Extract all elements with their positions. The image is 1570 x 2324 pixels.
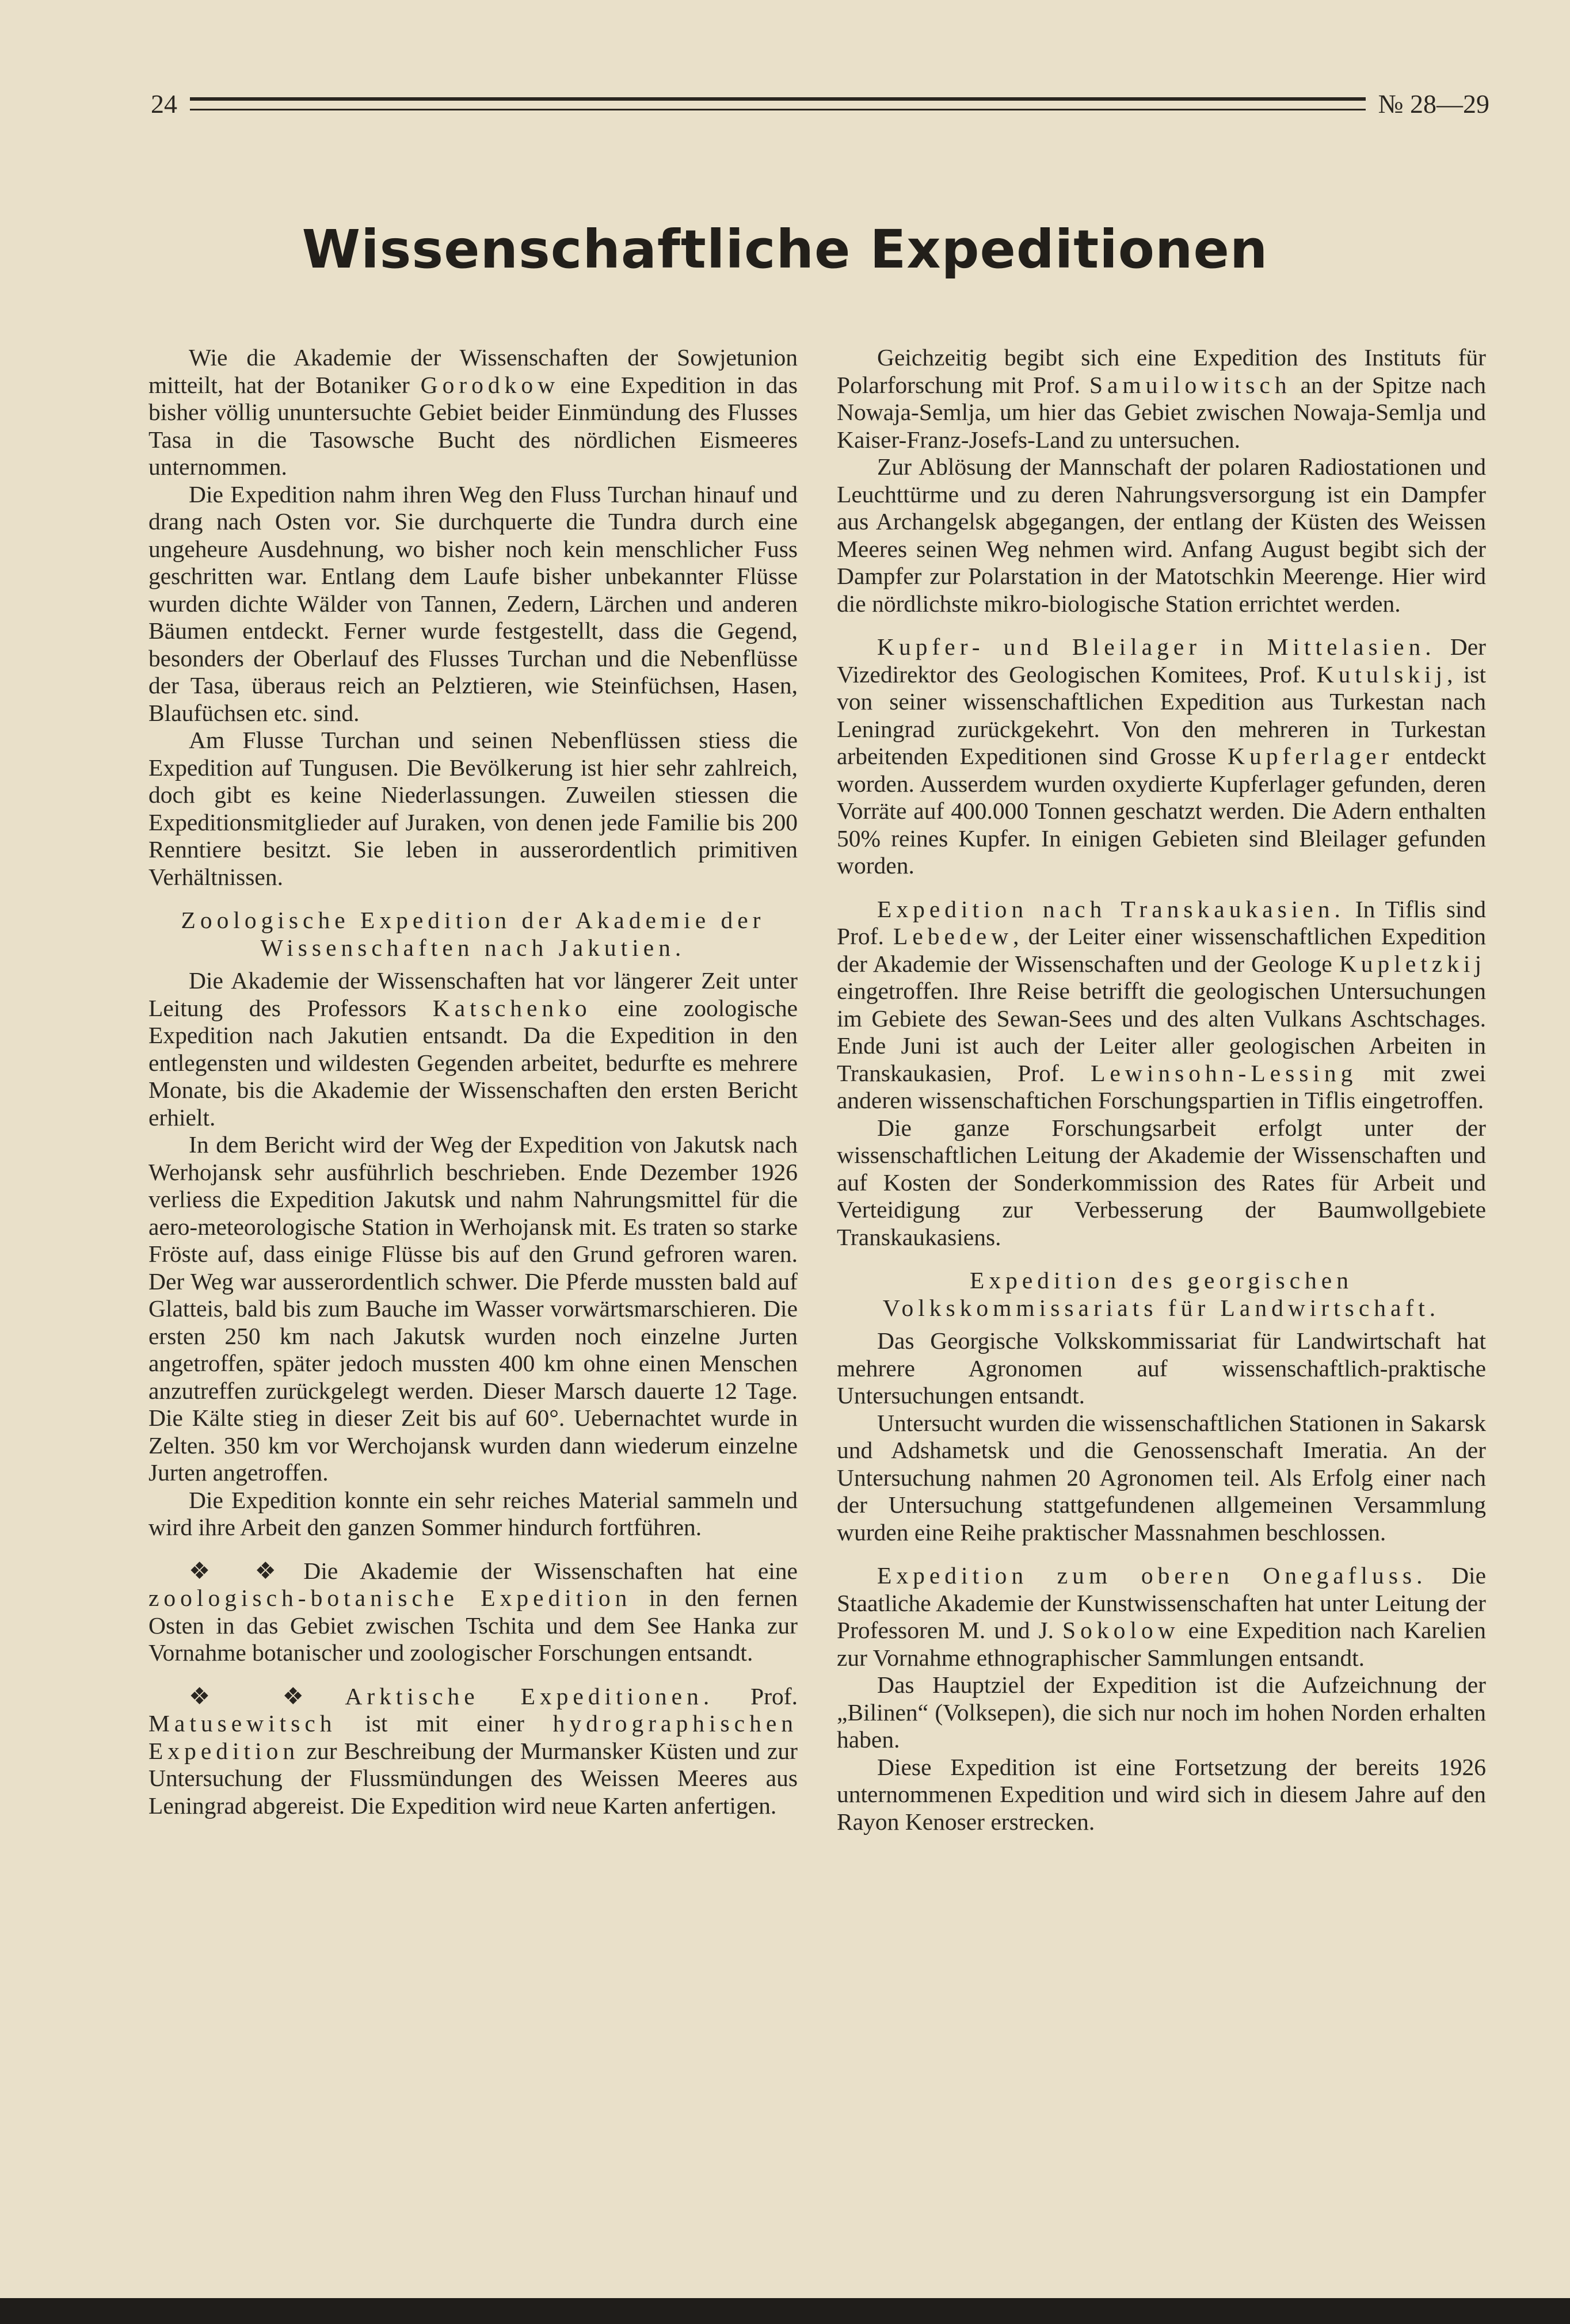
- paragraph: Diese Expedition ist eine Fortsetzung der bereits 1926 unternommenen Expedition und wird sich in diesem Jahre auf den Rayon Kenoser erstrecken.: [837, 1753, 1486, 1835]
- article-title: Wissenschaftliche Expeditionen: [302, 219, 1268, 280]
- section-heading: Expedition zum oberen Onegafluss.: [877, 1562, 1427, 1589]
- page-number: 24: [151, 89, 177, 119]
- paragraph: Die Akademie der Wissenschaften hat vor längerer Zeit unter Leitung des Professors Katschenko eine zoologische Expedition nach Jakutien entsandt. Da die Expedition in den entlegensten und wildesten Gegenden arbeitet, bedurfte es mehrere Monate, bis die Akademie der Wissenschaften den ersten Bericht erhielt.: [148, 967, 798, 1131]
- paragraph: Das Georgische Volkskommissariat für Landwirtschaft hat mehrere Agronomen auf wissenschaftlich-praktische Untersuchungen entsandt.: [837, 1327, 1486, 1409]
- paragraph: In dem Bericht wird der Weg der Expedition von Jakutsk nach Werhojansk sehr ausführlich beschrieben. Ende Dezember 1926 verliess die Expedition Jakutsk und nahm Nahrungsmittel für die aero-meteorologische Station in Werhojansk mit. Es traten so starke Fröste auf, dass einige Flüsse bis auf den Grund gefroren waren. Der Weg war ausserordentlich schwer. Die Pferde mussten bald auf Glatteis, bald bis zum Bauche im Wasser vorwärtsmarschieren. Die ersten 250 km nach Jakutsk wurden noch einzelne Jurten angetroffen, später jedoch mussten 400 km ohne einen Menschen anzutreffen zurückgelegt werden. Dieser Marsch dauerte 12 Tage. Die Kälte stieg in dieser Zeit bis auf 60°. Uebernachtet wurde in Zelten. 350 km vor Werchojansk wurden dann wiederum einzelne Jurten angetroffen.: [148, 1131, 798, 1486]
- paragraph: Zur Ablösung der Mannschaft der polaren Radiostationen und Leuchttürme und zu deren Nahrungsversorgung ist ein Dampfer aus Archangelsk abgegangen, der entlang der Küsten des Weissen Meeres seinen Weg nehmen wird. Anfang August begibt sich der Dampfer zur Polarstation in der Matotschkin Meerenge. Hier wird die nördlichste mikro-biologische Station errichtet werden.: [837, 453, 1486, 617]
- person-name: Lewinsohn-Lessing: [1091, 1059, 1358, 1086]
- paragraph: Geichzeitig begibt sich eine Expedition des Instituts für Polarforschung mit Prof. Samuilowitsch an der Spitze nach Nowaja-Semlja, um hier das Gebiet zwischen Nowaja-Semlja und Kaiser-Franz-Josefs-Land zu untersuchen.: [837, 344, 1487, 453]
- paragraph: ❖ ❖ Arktische Expeditionen. Prof. Matusewitsch ist mit einer hydrographischen Expedition zur Beschreibung der Murmansker Küsten und zur Untersuchung der Flussmündungen des Weissen Meeres aus Leningrad abgereist. Die Expedition wird neue Karten anfertigen.: [148, 1682, 798, 1819]
- person-name: Lebedew: [893, 923, 1013, 949]
- person-name: Kutulskij: [1316, 661, 1447, 688]
- emphasis-term: hydrographischen Expedition: [148, 1710, 798, 1764]
- ornament-icon: ❖ ❖: [189, 1682, 337, 1709]
- section-heading: Expedition des georgischen Volkskommissariats für Landwirtschaft.: [882, 1267, 1441, 1321]
- emphasis-term: Arktische Expeditionen.: [345, 1682, 714, 1709]
- ornament-icon: ❖ ❖: [189, 1557, 296, 1584]
- person-name: Sokolow: [1062, 1617, 1180, 1643]
- page-header: [151, 86, 1489, 121]
- person-name: Katschenko: [432, 994, 592, 1021]
- paragraph: Expedition nach Transkaukasien. In Tiflis sind Prof. Lebedew, der Leiter einer wissenschaftlichen Expedition der Akademie der Wissenschaften und der Geologe Kupletzkij eingetroffen. Ihre Reise betrifft die geologischen Untersuchungen im Gebiete des Sewan-Sees und des alten Vulkans Aschtschages. Ende Juni ist auch der Leiter aller geologischen Arbeiten in Transkaukasien, Prof. Lewinsohn-Lessing mit zwei anderen wissenschaftichen Forschungspartien in Tiflis eingetroffen.: [837, 895, 1487, 1113]
- person-name: Gorodkow: [420, 371, 560, 398]
- paragraph: ❖ ❖ Die Akademie der Wissenschaften hat eine zoologisch-botanische Expedition in den fernen Osten in das Gebiet zwischen Tschita und dem See Hanka zur Vornahme botanischer und zoologischer Forschungen entsandt.: [148, 1557, 798, 1666]
- paragraph: Das Hauptziel der Expedition ist die Aufzeichnung der „Bilinen“ (Volksepen), die sich nur noch im hohen Norden erhalten haben.: [837, 1672, 1486, 1753]
- left-column: [148, 344, 798, 1819]
- section-heading: Kupfer- und Bleilager in Mittelasien.: [877, 634, 1436, 660]
- section-heading: Expedition nach Transkaukasien.: [877, 895, 1345, 922]
- paragraph: Kupfer- und Bleilager in Mittelasien. Der Vizedirektor des Geologischen Komitees, Prof. Kutulskij, ist von seiner wissenschaftlichen Expedition aus Turkestan nach Leningrad zurückgekehrt. Von den mehreren in Turkestan arbeitenden Expeditionen sind Grosse Kupferlager entdeckt worden. Ausserdem wurden oxydierte Kupferlager gefunden, deren Vorräte auf 400.000 Tonnen geschatzt werden. Die Adern enthalten 50% reines Kupfer. In einigen Gebieten sind Bleilager gefunden worden.: [837, 634, 1486, 879]
- section-heading: Zoologische Expedition der Akademie der Wissenschaften nach Jakutien.: [181, 907, 765, 961]
- emphasis-term: zoologisch-botanische Expedition: [148, 1585, 632, 1611]
- person-name: Matusewitsch: [148, 1710, 337, 1737]
- paragraph: Expedition zum oberen Onegafluss. Die Staatliche Akademie der Kunstwissenschaften hat unter Leitung der Professoren M. und J. Sokolow eine Expedition nach Karelien zur Vornahme ethnographischer Sammlungen entsandt.: [837, 1562, 1487, 1671]
- issue-number: № 28—29: [1378, 89, 1489, 119]
- right-column: [837, 344, 1486, 1835]
- emphasis-term: Kupferlager: [1228, 743, 1394, 769]
- paragraph: Untersucht wurden die wissenschaftlichen Stationen in Sakarsk und Adshametsk und die Genossenschaft Imeratia. An der Untersuchung nahmen 20 Agronomen teil. Als Erfolg einer nach der Untersuchung stattgefundenen allgemeinen Versammlung wurden eine Reihe praktischer Massnahmen beschlossen.: [837, 1409, 1486, 1545]
- paragraph: Die Expedition nahm ihren Weg den Fluss Turchan hinauf und drang nach Osten vor. Sie durchquerte die Tundra durch eine ungeheure Ausdehnung, wo bisher noch kein menschlicher Fuss geschritten war. Entlang dem Laufe bisher unbekannter Flüsse wurden dichte Wälder von Tannen, Zedern, Lärchen und anderen Bäumen entdeckt. Ferner wurde festgestellt, dass die Gegend, besonders der Oberlauf des Flusses Turchan und die Nebenflüsse der Tasa, überaus reich an Pelztieren, wie Steinfüchsen, Hasen, Blaufüchsen etc. sind.: [148, 480, 798, 726]
- paragraph: Die ganze Forschungsarbeit erfolgt unter der wissenschaftlichen Leitung der Akademie der Wissenschaften und auf Kosten der Sonderkommission des Rates für Arbeit und Verteidigung zur Verbesserung der Baumwollgebiete Transkaukasiens.: [837, 1114, 1486, 1250]
- header-rule: [190, 97, 1366, 110]
- paragraph: Wie die Akademie der Wissenschaften der Sowjetunion mitteilt, hat der Botaniker Gorodkow eine Expedition in das bisher völlig ununtersuchte Gebiet beider Einmündung des Flusses Tasa in die Tasowsche Bucht des nördlichen Eismeeres unternommen.: [148, 344, 798, 480]
- person-name: Kupletzkij: [1339, 950, 1486, 977]
- paragraph: Am Flusse Turchan und seinen Nebenflüssen stiess die Expedition auf Tungusen. Die Bevölkerung ist hier sehr zahlreich, doch gibt es keine Niederlassungen. Zuweilen stiessen die Expeditionsmitglieder auf Juraken, von denen jede Familie bis 200 Renntiere besitzt. Sie leben in ausserordentlich primitiven Verhältnissen.: [148, 727, 798, 890]
- person-name: Samuilowitsch: [1089, 371, 1291, 398]
- paragraph: Die Expedition konnte ein sehr reiches Material sammeln und wird ihre Arbeit den ganzen Sommer hindurch fortführen.: [148, 1486, 798, 1540]
